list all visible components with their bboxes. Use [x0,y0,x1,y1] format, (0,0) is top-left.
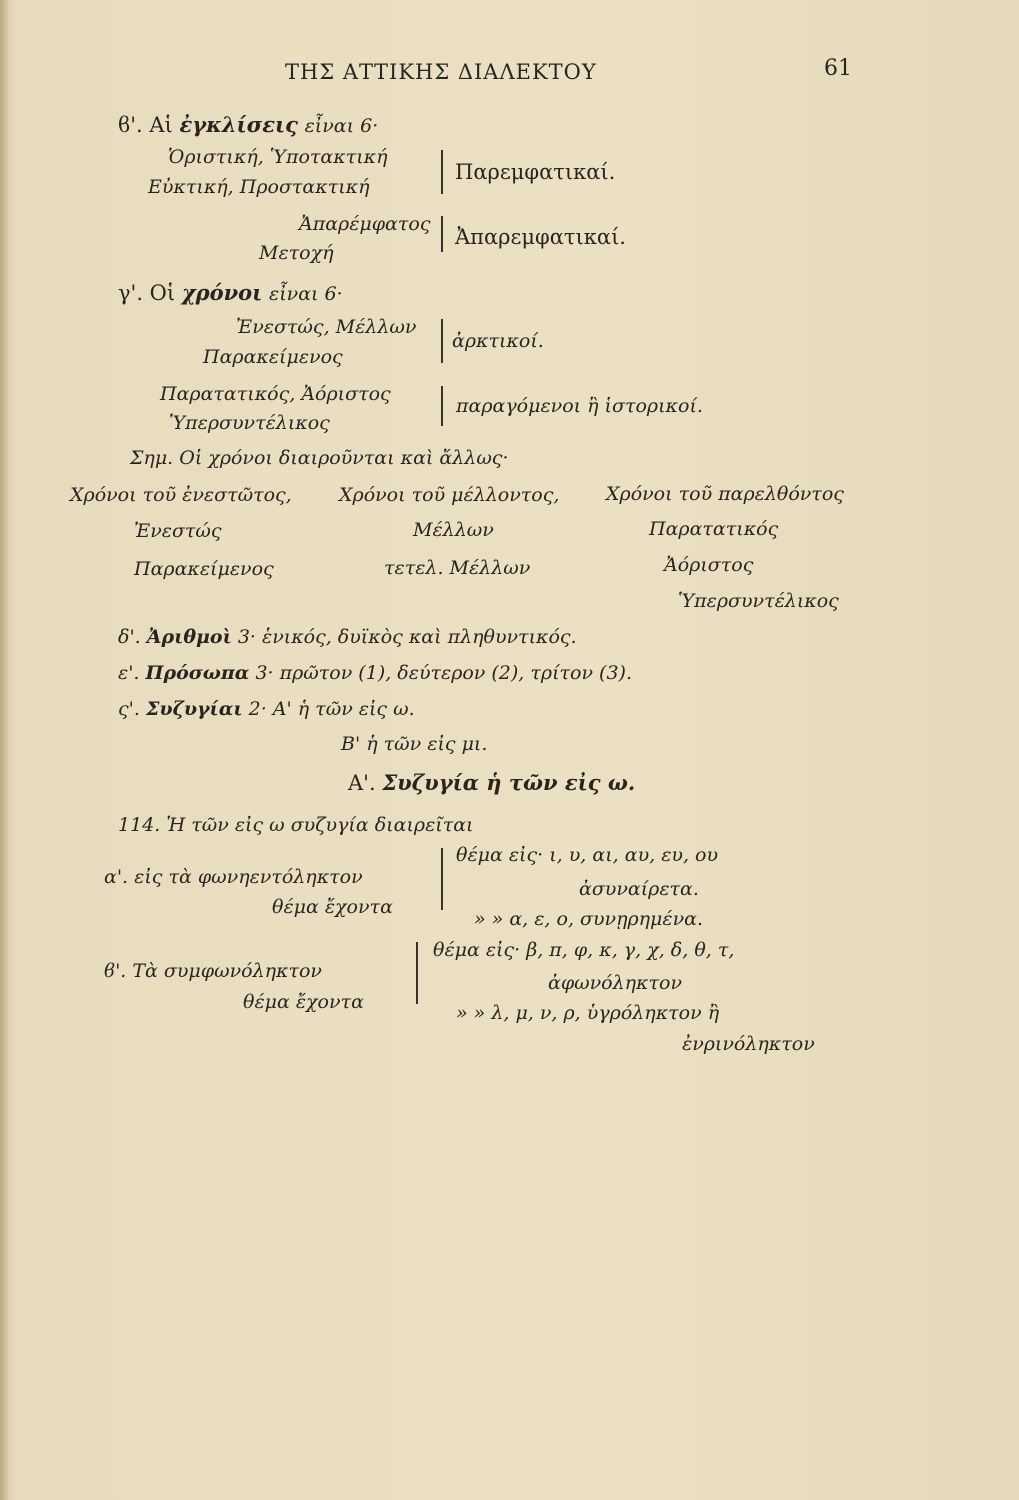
paragraph-114: 114. Ἡ τῶν εἰς ω συζυγία διαιρεῖται [118,814,474,836]
brace [416,942,418,1004]
brace [441,386,443,426]
page-number: 61 [824,56,852,81]
brace [441,848,443,910]
tenses-heading [118,282,343,304]
conjugations-line [118,700,415,719]
conjugations-bold: Συζυγίαι [145,698,243,720]
tenses-bold: χρόνοι [181,280,263,305]
persons-prefix: ε'. [118,662,140,684]
note-col1-item: Ἐνεστώς [134,520,222,542]
moods-group-1: Παρεμφατικαί. [455,160,616,184]
note-col3-item: Παρατατικός [649,518,779,540]
numbers-line [118,628,577,647]
branch-b-row-4: ἐνρινόληκτον [682,1033,815,1055]
persons-line [118,664,632,683]
note-col3-item: Ἀόριστος [664,554,754,576]
tenses-row-3: Παρατατικός, Ἀόριστος [160,383,391,405]
page-edge [0,0,8,1500]
tenses-group-2: παραγόμενοι ἢ ἱστορικοί. [456,395,703,417]
branch-b-label-2: θέμα ἔχοντα [243,991,364,1013]
note-col3-head: Χρόνοι τοῦ παρελθόντος [606,483,844,505]
branch-a-row-1: θέμα εἰς· ι, υ, αι, αυ, ευ, ου [456,844,719,866]
numbers-bold: Ἀριθμοὶ [146,626,232,648]
note-col3-item: Ὑπερσυντέλικος [678,590,839,612]
moods-bold: ἐγκλίσεις [179,112,298,137]
persons-text: 3· πρῶτον (1), δεύτερον (2), τρίτον (3). [255,662,633,684]
note-text: Σημ. Οἱ χρόνοι διαιροῦνται καὶ ἄλλως· [130,447,509,469]
branch-b-row-2: ἀφωνόληκτον [548,972,683,994]
conjugations-prefix: ς'. [118,698,140,720]
moods-prefix: ϐ'. Αἱ [118,113,173,137]
tenses-row-2: Παρακείμενος [203,346,343,368]
branch-a-label: α'. εἰς τὰ φωνηεντόληκτον [104,866,363,888]
numbers-text: 3· ἑνικός, δυϊκὸς καὶ πληθυντικός. [237,626,577,648]
note-col1-item: Παρακείμενος [134,558,274,580]
moods-row-2: Εὐκτική, Προστακτική [148,176,370,198]
branch-b-label: ϐ'. Τὰ συμφωνόληκτον [104,960,322,982]
section-title [348,772,635,794]
note-col2-item: τετελ. Μέλλων [384,557,531,579]
tenses-row-4: Ὑπερσυντέλικος [169,412,330,434]
note-col1-head: Χρόνοι τοῦ ἐνεστῶτος, [70,484,292,506]
branch-b-row-3: » » λ, μ, ν, ρ, ὑγρόληκτον ἢ [456,1002,720,1024]
note-col2-item: Μέλλων [413,519,494,541]
tenses-suffix: εἶναι 6· [269,283,343,305]
note-col2-head: Χρόνοι τοῦ μέλλοντος, [339,484,560,506]
brace [441,319,443,363]
section-bold: Συζυγία ἡ τῶν εἰς ω. [382,770,636,795]
section-prefix: Α'. [348,771,376,795]
tenses-group-1: ἀρκτικοί. [452,330,544,352]
branch-b-row-1: θέμα εἰς· β, π, φ, κ, γ, χ, δ, θ, τ, [433,939,735,961]
moods-group-2: Ἀπαρεμφατικαί. [455,225,626,249]
running-head: ΤΗΣ ΑΤΤΙΚΗΣ ΔΙΑΛΕΚΤΟΥ [285,60,597,84]
conjugations-line-2: Β' ἡ τῶν εἰς μι. [341,733,488,755]
branch-a-row-3: » » α, ε, ο, συνῃρημένα. [474,908,704,930]
moods-row-4: Μετοχή [259,242,334,264]
tenses-prefix: γ'. Οἱ [118,281,176,305]
branch-a-row-2: ἀσυναίρετα. [579,878,699,900]
conjugations-line-1: 2· Α' ἡ τῶν εἰς ω. [248,698,415,720]
brace [441,150,443,194]
branch-a-label-2: θέμα ἔχοντα [272,896,393,918]
moods-row-3: Ἀπαρέμφατος [299,213,431,235]
tenses-row-1: Ἐνεστώς, Μέλλων [236,316,417,338]
brace [441,216,443,252]
moods-heading [118,114,378,136]
persons-bold: Πρόσωπα [145,662,250,684]
numbers-prefix: δ'. [118,626,141,648]
moods-row-1: Ὁριστική, Ὑποτακτική [168,146,388,168]
moods-suffix: εἶναι 6· [304,115,379,137]
